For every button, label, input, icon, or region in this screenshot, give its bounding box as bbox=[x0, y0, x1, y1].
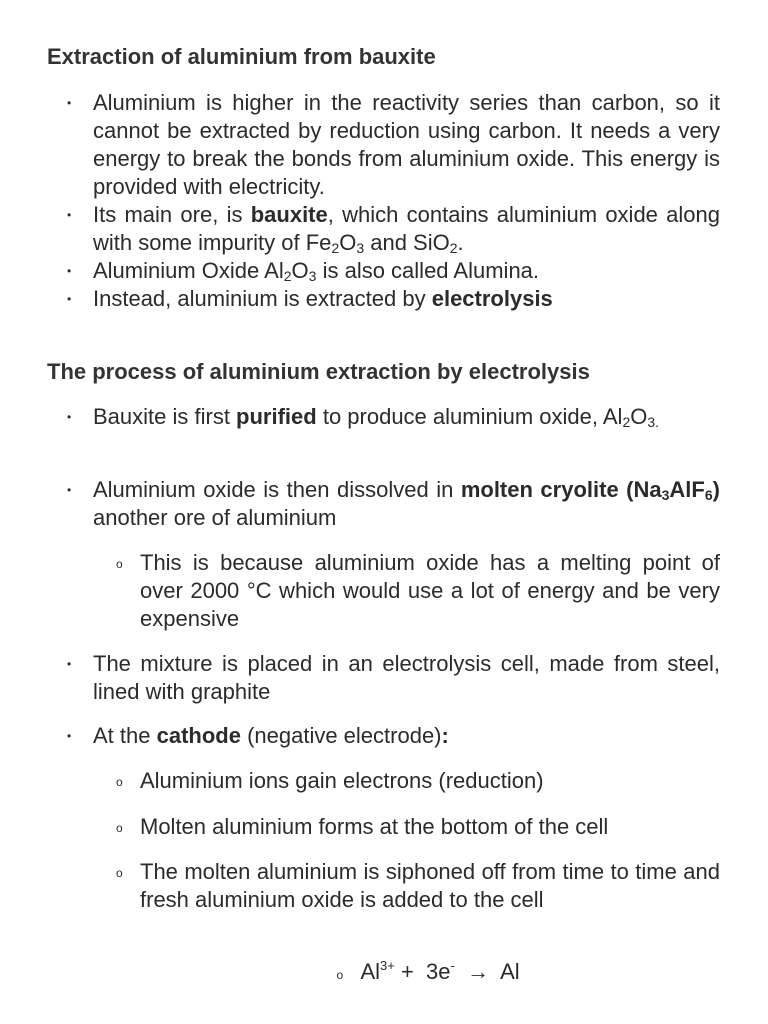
list-item: • Its main ore, is bauxite, which contains aluminium oxide along with some impurity of $Fe_2O_3$ and SiO$_2$. bbox=[47, 201, 720, 257]
list-item: • Aluminium Oxide $Al_2O_3$ is also called Alumina. bbox=[47, 257, 720, 285]
sublist-cathode-2 bbox=[94, 813, 720, 841]
sublist-cathode-1 bbox=[94, 767, 720, 795]
term-electrolysis: electrolysis bbox=[431, 286, 553, 311]
list-cathode bbox=[47, 722, 720, 750]
list-item: • The mixture is placed in an electrolysis cell, made from steel, lined with graphite bbox=[47, 650, 720, 706]
term-cathode: cathode bbox=[156, 723, 241, 748]
heading-extraction: Extraction of aluminium from bauxite bbox=[47, 44, 436, 69]
bullet-text: Aluminium is higher in the reactivity series than carbon, so it cannot be extracted by reduction using carbon. It needs a very energy to break the bonds from aluminium oxide. This energy is provided with electricity. bbox=[93, 90, 720, 199]
list-item: • Bauxite is first purified to produce aluminium oxide, $Al_2O_{3.}$ bbox=[47, 403, 720, 431]
sub-list-item: o Aluminium ions gain electrons (reduction) bbox=[94, 767, 720, 795]
list-cryolite bbox=[47, 476, 720, 532]
list-extraction bbox=[47, 89, 720, 313]
sublist-cryolite bbox=[94, 549, 720, 633]
list-item: • Instead, aluminium is extracted by electrolysis bbox=[47, 285, 720, 313]
sub-list-item: o The molten aluminium is siphoned off from time to time and fresh aluminium oxide is added to the cell bbox=[94, 858, 720, 914]
term-purified: purified bbox=[236, 404, 317, 429]
term-molten-cryolite: molten cryolite $(Na_3AlF_6)$ bbox=[460, 477, 720, 503]
list-purify bbox=[47, 403, 720, 431]
heading-process: The process of aluminium extraction by electrolysis bbox=[47, 359, 590, 384]
sublist-cathode-3 bbox=[94, 858, 720, 914]
list-item bbox=[47, 89, 720, 201]
sub-list-item: o This is because aluminium oxide has a melting point of over 2000 °C which would use a lot of energy and be very expensive bbox=[94, 549, 720, 633]
list-cell bbox=[47, 650, 720, 706]
term-bauxite: bauxite bbox=[250, 202, 328, 227]
list-item: • Aluminium oxide is then dissolved in molten cryolite $(Na_3AlF_6)$ another ore of aluminium bbox=[47, 476, 720, 532]
sub-bullet-icon: o bbox=[336, 968, 344, 982]
sub-list-item: o Molten aluminium forms at the bottom of the cell bbox=[94, 813, 720, 841]
list-item: • At the cathode (negative electrode): bbox=[47, 722, 720, 750]
arrow-icon: → bbox=[454, 959, 501, 984]
reduction-equation: o $Al^{3+} + 3e^- \to Al$ bbox=[312, 930, 520, 1017]
